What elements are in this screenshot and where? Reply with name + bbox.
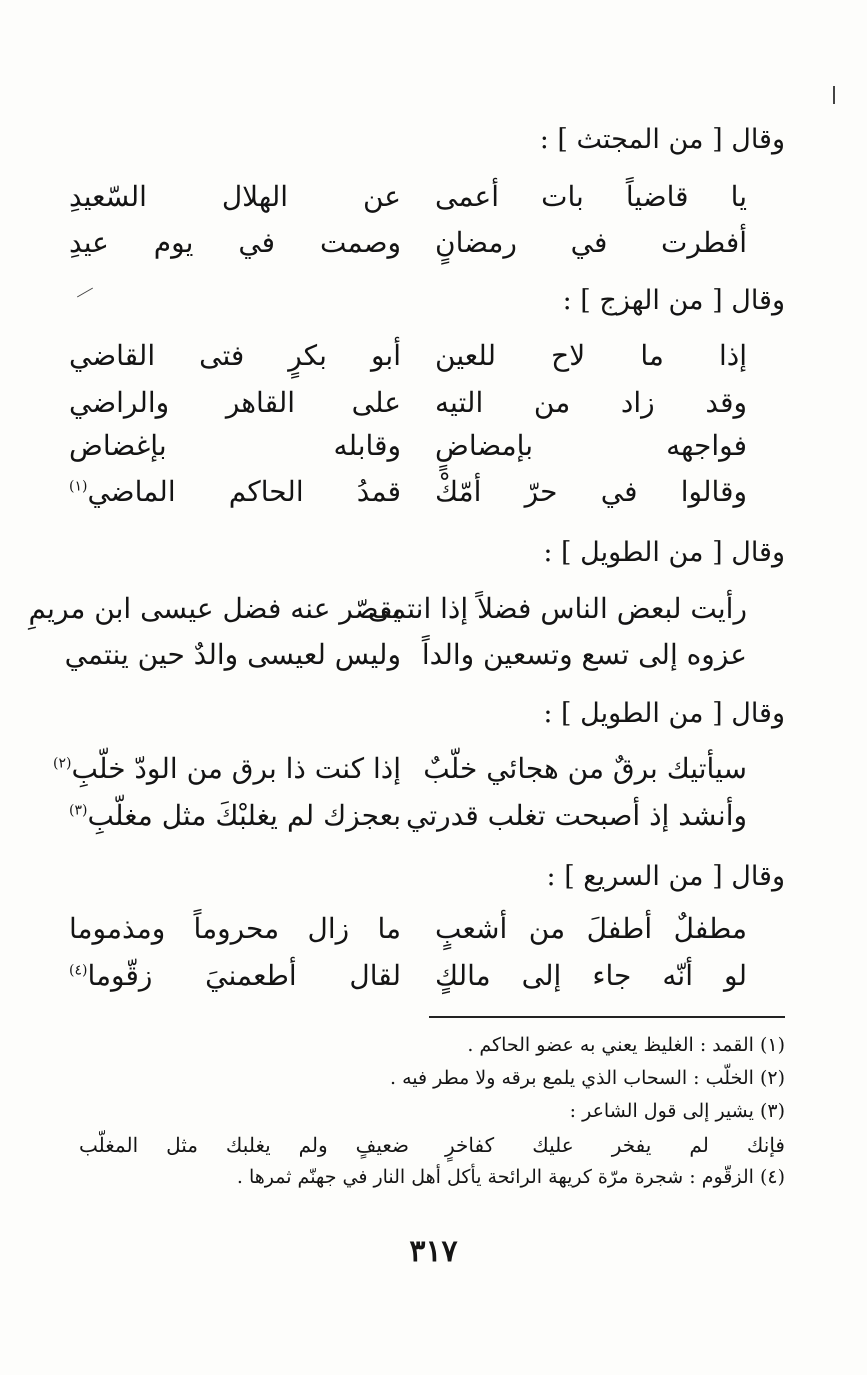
poem-intro: وقال [ من الطويل ] : [543, 698, 785, 729]
footnote-4: (٤) الزقّوم : شجرة مرّة كريهة الرائحة يأكل أهل النار في جهنّم ثمرها . [236, 1166, 785, 1188]
poem-intro: وقال [ من السريع ] : [546, 861, 785, 892]
verse-text: قمدُ الحاكم الماضي [87, 475, 401, 508]
footnote-verse-second-hemistich: ضعيفٍ ولم يغلبك مثل المغلّب [79, 1133, 409, 1157]
verse-second-hemistich: وقابله بإغضاض [69, 429, 401, 462]
poem-intro: وقال [ من المجتث ] : [539, 124, 785, 155]
verse-first-hemistich: فواجهه بإمضاضٍ [435, 429, 747, 462]
verse-text: إذا كنت ذا برق من الودّ خلّبِ [71, 752, 401, 785]
footnote-marker: (٣) [69, 802, 88, 819]
verse-second-hemistich [69, 799, 401, 832]
verse-first-hemistich: وقد زاد من التيه [435, 386, 747, 419]
footnote-2: (٢) الخلّب : السحاب الذي يلمع برقه ولا مطر فيه . [389, 1067, 785, 1089]
footnote-marker: (٢) [52, 755, 72, 772]
verse-text: لقال أطعمنيَ زقّوما [87, 959, 401, 992]
verse-first-hemistich: أفطرت في رمضانٍ [435, 226, 747, 259]
verse-second-hemistich [69, 959, 401, 992]
verse-second-hemistich: عن الهلال السّعيدِ [69, 180, 401, 213]
verse-first-hemistich: يا قاضياً بات أعمى [435, 180, 747, 213]
verse-second-hemistich: وصمت في يوم عيدِ [69, 226, 401, 259]
verse-second-hemistich: أبو بكرٍ فتى القاضي [69, 339, 401, 372]
verse-first-hemistich: رأيت لبعض الناس فضلاً إذا انتمى [367, 592, 747, 625]
verse-second-hemistich: يقصّر عنه فضل عيسى ابن مريمِ [28, 592, 401, 625]
footnote-1: (١) القمد : الغليظ يعني به عضو الحاكم . [467, 1034, 785, 1056]
verse-text: بعجزك لم يغلبْكَ مثل مغلّبِ [87, 799, 401, 832]
verse-second-hemistich [52, 752, 401, 785]
verse-first-hemistich: عزوه إلى تسع وتسعين والداً [421, 638, 747, 671]
poem-intro: وقال [ من الطويل ] : [543, 537, 785, 568]
verse-first-hemistich: وأنشد إذ أصبحت تغلب قدرتي [406, 799, 747, 832]
verse-second-hemistich: على القاهر والراضي [69, 386, 401, 419]
footnote-marker: (١) [69, 478, 88, 495]
verse-first-hemistich: سيأتيك برقٌ من هجائي خلّبٌ [423, 752, 747, 785]
verse-second-hemistich [69, 475, 401, 508]
footnote-verse-first-hemistich: فإنك لم يفخر عليك كفاخرٍ [445, 1133, 785, 1157]
page-number: ٣١٧ [409, 1234, 458, 1269]
verse-first-hemistich: إذا ما لاح للعين [435, 339, 747, 372]
verse-first-hemistich: مطفلٌ أطفلَ من أشعبٍ [435, 912, 747, 945]
verse-second-hemistich: وليس لعيسى والدٌ حين ينتمي [64, 638, 401, 671]
verse-second-hemistich: ما زال محروماً ومذموما [69, 912, 401, 945]
verse-first-hemistich: وقالوا في حرّ أمّكْ [435, 475, 747, 508]
margin-mark [833, 86, 835, 104]
poem-intro: وقال [ من الهزج ] : [562, 285, 785, 316]
footnote-marker: (٤) [69, 962, 88, 979]
verse-first-hemistich: لو أنّه جاء إلى مالكٍ [435, 959, 747, 992]
footnote-divider [429, 1016, 785, 1018]
footnote-3: (٣) يشير إلى قول الشاعر : [569, 1100, 785, 1122]
margin-mark [77, 288, 93, 298]
